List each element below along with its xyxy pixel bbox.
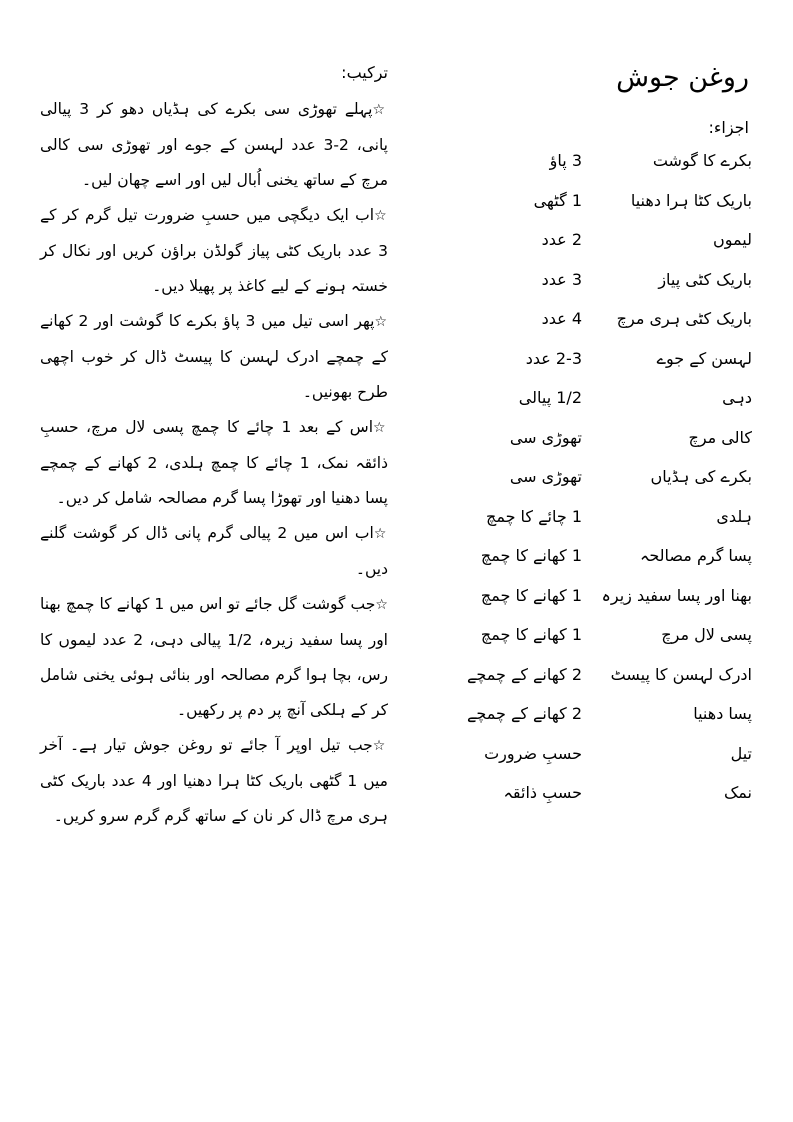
step-text: اب ایک دیگچی میں حسبِ ضرورت تیل گرم کر کے 3 عدد باریک کٹی پیاز گولڈن براؤن کریں اور نکال کر خستہ ہونے کے لیے کاغذ پر پھیلا دیں۔ (40, 206, 388, 295)
ingredient-quantity: 1 کھانے کا چمچ (480, 625, 582, 644)
ingredient-name: دہی (722, 388, 752, 407)
ingredient-name: باریک کٹا ہرا دھنیا (630, 190, 752, 210)
method-step (40, 728, 388, 834)
ingredient-quantity: تھوڑی سی (509, 427, 582, 447)
method-step (40, 92, 388, 198)
star-bullet-icon: ☆ (374, 208, 388, 224)
star-bullet-icon: ☆ (372, 102, 388, 118)
ingredient-name: بکرے کی ہڈیاں (650, 467, 752, 486)
ingredient-row (440, 381, 752, 421)
step-text: پہلے تھوڑی سی بکرے کی ہڈیاں دھو کر 3 پیالی پانی، 2-3 عدد لہسن کے جوے اور تھوڑی سی کالی مرچ کے ساتھ یخنی اُبال لیں اور اسے چھان لیں۔ (40, 100, 388, 189)
ingredient-name: ادرک لہسن کا پیسٹ (610, 664, 752, 684)
ingredient-name: نمک (723, 783, 752, 802)
ingredient-name: پسا گرم مصالحہ (639, 546, 752, 565)
ingredient-name: پسا دھنیا (693, 704, 752, 723)
step-text: اب اس میں 2 پیالی گرم پانی ڈال کر گوشت گلنے دیں۔ (40, 524, 388, 578)
ingredient-quantity: 2 کھانے کے چمچے (467, 664, 582, 684)
ingredient-row (440, 342, 752, 382)
ingredient-row (440, 302, 752, 342)
ingredient-row (440, 263, 752, 303)
ingredient-name: پسی لال مرچ (661, 625, 752, 644)
method-steps (40, 92, 388, 834)
method-step (40, 516, 388, 587)
ingredient-quantity: 3 عدد (541, 269, 582, 289)
ingredient-row (440, 144, 752, 184)
ingredient-quantity: 1 کھانے کا چمچ (480, 585, 582, 605)
ingredient-row (440, 737, 752, 777)
star-bullet-icon: ☆ (372, 738, 388, 754)
ingredient-row (440, 460, 752, 500)
recipe-title: روغن جوش (616, 62, 749, 93)
ingredient-name: باریک کٹی پیاز (658, 269, 752, 289)
star-bullet-icon: ☆ (373, 526, 388, 542)
ingredient-quantity: 1/2 پیالی (518, 388, 582, 407)
step-text: جب تیل اوپر آ جائے تو روغن جوش تیار ہے۔ آخر میں 1 گٹھی باریک کٹا ہرا دھنیا اور 4 عدد باریک کٹی ہری مرچ ڈال کر نان کے ساتھ گرم گرم سرو کریں۔ (40, 736, 388, 825)
method-step (40, 587, 388, 728)
ingredient-row (440, 539, 752, 579)
ingredient-quantity: 3 پاؤ (549, 151, 582, 170)
method-step (40, 198, 388, 304)
ingredient-name: لہسن کے جوے (656, 348, 752, 368)
ingredients-heading: اجزاء: (708, 118, 749, 137)
ingredient-row (440, 500, 752, 540)
ingredient-row (440, 618, 752, 658)
ingredient-quantity: 1 چائے کا چمچ (486, 506, 582, 526)
ingredient-name: باریک کٹی ہری مرچ (616, 309, 752, 328)
ingredient-row (440, 223, 752, 263)
step-text: پھر اسی تیل میں 3 پاؤ بکرے کا گوشت اور 2 کھانے کے چمچے ادرک لہسن کا پیسٹ ڈال کر خوب اچھی طرح بھونیں۔ (40, 312, 388, 401)
ingredient-quantity: تھوڑی سی (509, 467, 582, 486)
step-text: جب گوشت گل جائے تو اس میں 1 کھانے کا چمچ بھنا اور پسا سفید زیرہ، 1/2 پیالی دہی، 2 عدد لیموں کا رس، بچا ہوا گرم مصالحہ اور بنائی ہوئی یخنی شامل کر کے ہلکی آنچ پر دم پر رکھیں۔ (40, 595, 388, 719)
ingredient-name: کالی مرچ (688, 427, 752, 447)
ingredient-quantity: حسبِ ذائقہ (503, 783, 582, 802)
ingredient-quantity: 2 عدد (541, 230, 582, 249)
star-bullet-icon: ☆ (374, 314, 388, 330)
ingredient-quantity: 4 عدد (541, 309, 582, 328)
ingredient-quantity: حسبِ ضرورت (484, 743, 582, 763)
ingredient-name: بکرے کا گوشت (652, 151, 752, 170)
ingredient-row (440, 579, 752, 619)
ingredient-name: ہلدی (716, 506, 752, 526)
ingredient-quantity: 2 کھانے کے چمچے (467, 704, 582, 723)
method-step (40, 304, 388, 410)
ingredient-quantity: 1 گٹھی (533, 190, 582, 210)
ingredient-quantity: 2-3 عدد (525, 348, 582, 368)
step-text: اس کے بعد 1 چائے کا چمچ پسی لال مرچ، حسبِ ذائقہ نمک، 1 چائے کا چمچ ہلدی، 2 کھانے کے چمچے پسا دھنیا اور تھوڑا پسا گرم مصالحہ شامل کر دیں۔ (40, 418, 389, 507)
ingredient-row (440, 421, 752, 461)
star-bullet-icon: ☆ (373, 420, 388, 436)
ingredient-row (440, 776, 752, 816)
method-heading: ترکیب: (341, 63, 388, 82)
ingredient-name: لیموں (713, 230, 752, 249)
method-step (40, 410, 388, 516)
ingredient-quantity: 1 کھانے کا چمچ (480, 546, 582, 565)
star-bullet-icon: ☆ (375, 597, 389, 613)
ingredient-name: تیل (730, 743, 752, 763)
ingredient-row (440, 658, 752, 698)
ingredients-list (440, 144, 752, 816)
ingredient-row (440, 184, 752, 224)
ingredient-name: بھنا اور پسا سفید زیرہ (601, 585, 752, 605)
ingredient-row (440, 697, 752, 737)
